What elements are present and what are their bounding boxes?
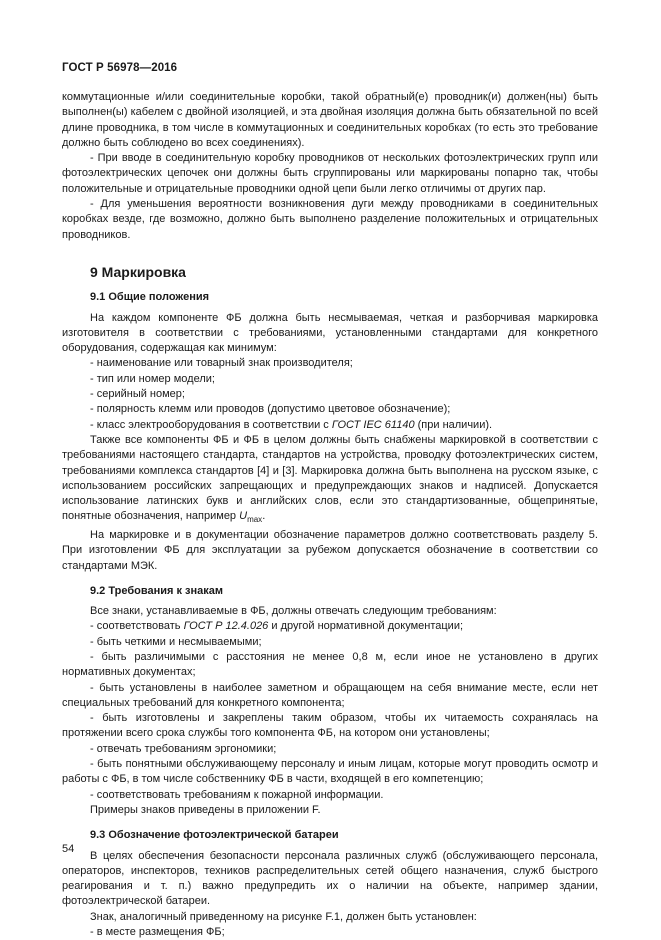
list-item bbox=[62, 418, 598, 433]
intro-paragraph: - При вводе в соединительную коробку проводников от нескольких фотоэлектрических групп или фотоэлектрических цепочек они должны быть сгруппированы или маркированы попарно так, чтобы положительные и отрицательные проводники одной цепи были легко отличимы от других пар. bbox=[62, 152, 598, 195]
paragraph: Знак, аналогичный приведенному на рисунке F.1, должен быть установлен: bbox=[90, 910, 477, 923]
symbol-subscript: max bbox=[247, 515, 263, 525]
list-item: - полярность клемм или проводов (допустимо цветовое обозначение); bbox=[90, 403, 451, 416]
paragraph: В целях обеспечения безопасности персонала различных служб (обслуживающего персонала, операторов, инспекторов, техников распределительных сетей общего назначения, служб быстрого реагирования и т. п.) важно предупредить их о наличии на объекте, например здании, фотоэлектрической батареи. bbox=[62, 849, 598, 908]
standard-reference: ГОСТ IEC 61140 bbox=[331, 418, 415, 431]
document-header: ГОСТ Р 56978—2016 bbox=[62, 62, 178, 74]
list-item: - быть четкими и несмываемыми; bbox=[90, 635, 262, 648]
list-item: - отвечать требованиям эргономики; bbox=[90, 742, 277, 755]
list-item-text: - класс электрооборудования в соответствии с bbox=[90, 418, 332, 431]
page-number: 54 bbox=[62, 843, 75, 855]
list-item: - в месте размещения ФБ; bbox=[90, 926, 225, 939]
paragraph-text: . bbox=[262, 510, 266, 523]
paragraph: На маркировке и в документации обозначение параметров должно соответствовать разделу 5. При изготовлении ФБ для эксплуатации за рубежом допускается обозначение в соответствии со стандартами МЭК. bbox=[62, 528, 598, 572]
subsection-heading: 9.3 Обозначение фотоэлектрической батареи bbox=[90, 829, 339, 842]
intro-paragraph: - Для уменьшения вероятности возникновения дуги между проводниками в соединительных коробках везде, где возможно, должно быть выполнено разделение положительных и отрицательных проводников. bbox=[62, 198, 598, 241]
symbol: U bbox=[239, 510, 248, 523]
list-item: - наименование или товарный знак производителя; bbox=[90, 357, 353, 370]
list-item: - быть изготовлены и закреплены таким образом, чтобы их читаемость сохранялась на протяжении всего срока службы того компонента ФБ, на котором они установлены; bbox=[62, 712, 598, 740]
list-item bbox=[62, 619, 598, 634]
list-item: - быть различимыми с расстояния не менее 0,8 м, если иное не установлено в других нормативных документах; bbox=[62, 650, 598, 679]
list-item: - быть понятными обслуживающему персоналу и иным лицам, которые могут проводить осмотр и работы с ФБ, в том числе собственнику ФБ в части, входящей в его компетенцию; bbox=[62, 758, 598, 786]
intro-paragraph: коммутационные и/или соединительные коробки, такой обратный(е) проводник(и) должен(ны) быть выполнен(ы) кабелем с двойной изоляцией, и эта двойная изоляция должна быть обязательной по всей длине проводника, в том числе в коммутационных и соединительных коробках (то есть это требование должно быть соблюдено во всех соединениях). bbox=[62, 91, 598, 149]
list-item-text: (при наличии). bbox=[414, 418, 493, 431]
list-item: - тип или номер модели; bbox=[90, 372, 215, 385]
list-item: - серийный номер; bbox=[90, 388, 185, 401]
paragraph: Примеры знаков приведены в приложении F. bbox=[90, 803, 321, 816]
list-item: - соответствовать требованиям к пожарной информации. bbox=[90, 788, 384, 801]
subsection-heading: 9.1 Общие положения bbox=[90, 291, 210, 304]
paragraph: На каждом компоненте ФБ должна быть несмываемая, четкая и разборчивая маркировка изготовителя в соответствии с требованиями, установленными стандартами для конкретного оборудования, содержащая как минимум: bbox=[62, 311, 598, 355]
paragraph: Все знаки, устанавливаемые в ФБ, должны отвечать следующим требованиям: bbox=[90, 605, 497, 618]
list-item: - быть установлены в наиболее заметном и обращающем на себя внимание месте, если нет специальных требований для конкретного компонента; bbox=[62, 681, 598, 709]
standard-reference: ГОСТ Р 12.4.026 bbox=[183, 620, 269, 633]
list-item-text: и другой нормативной документации; bbox=[268, 620, 464, 633]
paragraph-text: Также все компоненты ФБ и ФБ в целом должны быть снабжены маркировкой в соответствии с требованиями настоящего стандарта, стандартов на устройства, проводку фотоэлектрических систем, требованиями комплекса стандартов [4] и [3]. Маркировка должна быть выполнена на русском языке, с использованием российских запрещающих и предупреждающих знаков и надписей. Допускается использование латинских букв и английских слов, если это стандартизованные, общепринятые, понятные обозначения, например bbox=[62, 433, 598, 523]
section-heading: 9 Маркировка bbox=[90, 263, 186, 280]
paragraph bbox=[62, 433, 598, 528]
subsection-heading: 9.2 Требования к знакам bbox=[90, 584, 224, 597]
page-body bbox=[62, 90, 598, 940]
list-item-text: - соответствовать bbox=[90, 620, 184, 633]
